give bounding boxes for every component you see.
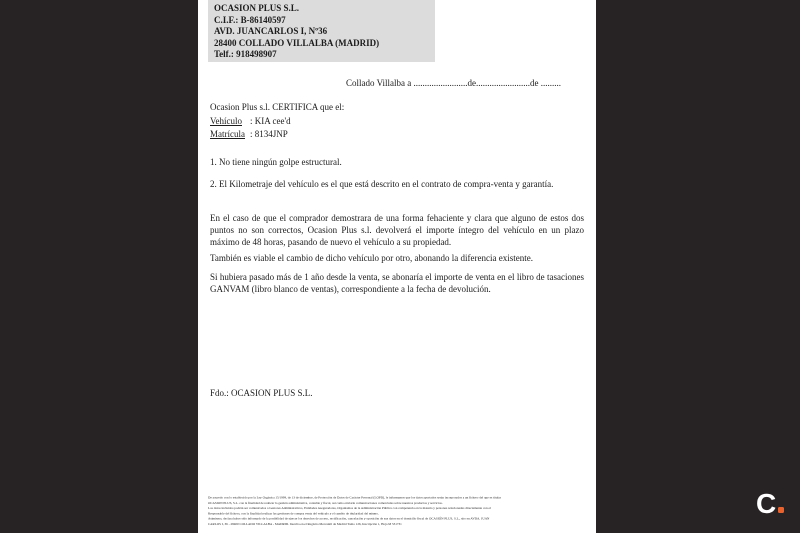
- certify-intro: Ocasion Plus s.l. CERTIFICA que el:: [210, 102, 345, 112]
- dealer-name: OCASION PLUS S.L.: [214, 3, 300, 13]
- plate-line: [210, 129, 288, 139]
- dealer-address: AVD. JUANCARLOS I, Nº36: [214, 26, 328, 37]
- plate-label: Matrícula: [210, 129, 245, 139]
- watermark-dot-icon: [778, 507, 784, 513]
- paragraph-ganvam: Si hubiera pasado más de 1 año desde la venta, se abonaría el importe de venta en el libro de tasaciones GANVAM (libro blanco de ventas), correspondiente a la fecha de devolución.: [210, 272, 584, 294]
- dealer-header-box: [208, 0, 435, 62]
- signature-line: Fdo.: OCASION PLUS S.L.: [210, 388, 313, 398]
- legal-line: Responsable del fichero, con la finalidad realizar las gestiones de compra venta del vehículo y el cambio de titularidad del mismo.: [208, 512, 379, 516]
- certificate-document: [198, 0, 596, 533]
- point-1: 1. No tiene ningún golpe estructural.: [210, 157, 342, 167]
- legal-line: OCASION PLUS, S.L. con la finalidad de realizar la gestión administrativa, contable y fiscal, así como enviarle comunicaciones comerciales sobre nuestros productos y servicios.: [208, 501, 443, 506]
- vehicle-line: [210, 116, 291, 126]
- legal-line: Los datos incluidos podrán ser comunicados a Gestores Administrativos, Entidades Aseguradoras, Organismos de la Administración Pública con competencia en la materia y personas relacionadas directamente con el: [208, 507, 491, 511]
- coches-brand-watermark: [756, 490, 784, 518]
- paragraph-refund: En el caso de que el comprador demostrara de una forma fehaciente y clara que alguno de estos dos puntos no son correctos, Ocasion Plus s.l. devolverá el importe íntegro del vehículo en un plazo máximo de 48 horas, pasando de nuevo el vehículo a su propiedad.: [210, 213, 584, 247]
- point-2: 2. El Kilometraje del vehículo es el que está descrito en el contrato de compra-venta y garantía.: [210, 179, 554, 189]
- legal-disclaimer: [208, 496, 592, 527]
- vehicle-label: Vehículo: [210, 116, 242, 126]
- plate-value: : 8134JNP: [250, 129, 288, 139]
- dealer-cif: C.I.F.: B-86140597: [214, 14, 286, 25]
- dealer-city: 28400 COLLADO VILLALBA (MADRID): [214, 37, 380, 48]
- paragraph-exchange: También es viable el cambio de dicho vehículo por otro, abonando la diferencia existente.: [210, 253, 534, 263]
- legal-line: De acuerdo con lo establecido por la Ley Orgánica 15/1999, de 13 de diciembre, de Protección de Datos de Carácter Personal (LOPD), le informamos que los datos aportados serán incorporados a un fichero del que es titular: [208, 496, 501, 500]
- dealer-phone: Telf.: 918498907: [214, 49, 277, 60]
- legal-line: Asimismo, declara haber sido informado de la posibilidad de ejercer los derechos de acceso, rectificación, cancelación y oposición de sus datos en el domicilio fiscal de OCASIÓN PLUS, S.L., sito en AVDA. JUAN: [208, 517, 490, 521]
- legal-line: CARLOS I, 36 - 28400 COLLADO VILLALBA - MADRID. Inscrita en el Registro Mercantil de Madrid Tomo 126, Inscripción 1, Hoja M 531731: [208, 522, 402, 527]
- watermark-letter: C: [756, 488, 777, 519]
- vehicle-value: : KIA cee'd: [250, 116, 291, 126]
- date-line: Collado Villalba a ........................de........................de .........: [346, 78, 562, 88]
